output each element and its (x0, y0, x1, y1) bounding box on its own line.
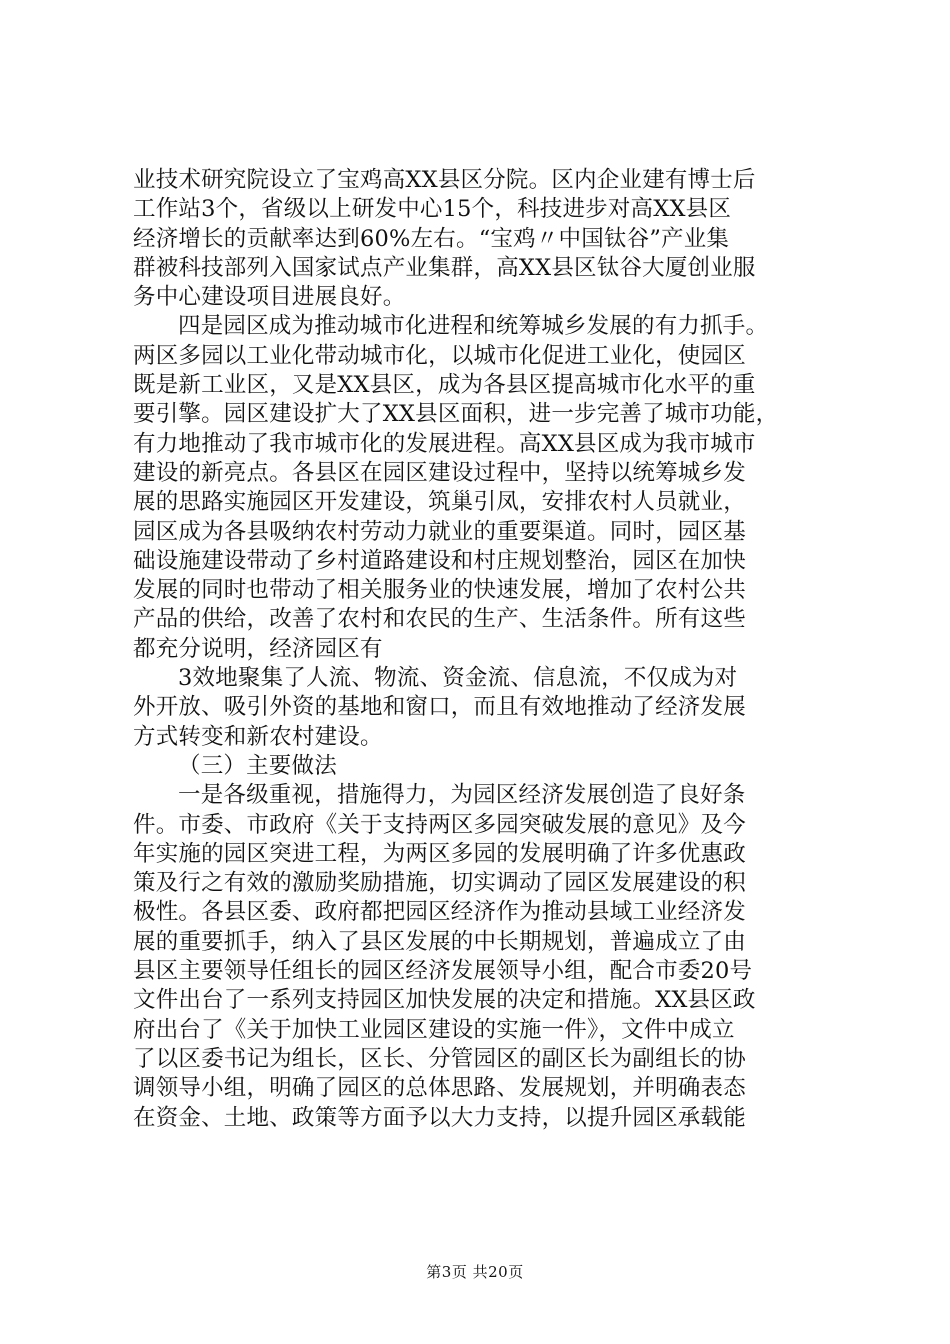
text-line: 极性。各县区委、政府都把园区经济作为推动县域工业经济发 (133, 899, 746, 926)
text-line: 展的重要抓手，纳入了县区发展的中长期规划，普遍成立了由 (133, 928, 746, 955)
body-text (133, 166, 833, 1133)
text-line: 产品的供给，改善了农村和农民的生产、生活条件。所有这些 (133, 606, 746, 633)
text-line: 既是新工业区，又是XX县区，成为各县区提高城市化水平的重 (133, 372, 756, 399)
text-line: 础设施建设带动了乡村道路建设和村庄规划整治，园区在加快 (133, 547, 746, 574)
text-line: 一是各级重视，措施得力，为园区经济发展创造了良好条 (178, 782, 746, 809)
text-line: 经济增长的贡献率达到60%左右。“宝鸡〃中国钛谷”产业集 (133, 225, 730, 252)
text-line: 策及行之有效的激励奖励措施，切实调动了园区发展建设的积 (133, 870, 746, 897)
text-line: 在资金、土地、政策等方面予以大力支持，以提升园区承载能 (133, 1104, 746, 1131)
text-line: 园区成为各县吸纳农村劳动力就业的重要渠道。同时，园区基 (133, 518, 746, 545)
text-line: 群被科技部列入国家试点产业集群，高XX县区钛谷大厦创业服 (133, 254, 756, 281)
text-line: 展的思路实施园区开发建设，筑巢引凤，安排农村人员就业， (133, 489, 746, 516)
text-line: 工作站3个，省级以上研发中心15个，科技进步对高XX县区 (133, 196, 732, 223)
text-line: 有力地推动了我市城市化的发展进程。高XX县区成为我市城市 (133, 430, 756, 457)
text-line: 调领导小组，明确了园区的总体思路、发展规划，并明确表态 (133, 1075, 746, 1102)
text-line: 县区主要领导任组长的园区经济发展领导小组，配合市委20号 (133, 958, 753, 985)
text-line: 文件出台了一系列支持园区加快发展的决定和措施。XX县区政 (133, 987, 756, 1014)
page-footer: 第3页 共20页 (426, 1263, 524, 1281)
text-line: 务中心建设项目进展良好。 (133, 284, 406, 311)
text-line: 业技术研究院设立了宝鸡高XX县区分院。区内企业建有博士后 (133, 167, 756, 193)
text-line: 3效地聚集了人流、物流、资金流、信息流，不仅成为对 (178, 665, 738, 692)
text-line: 要引擎。园区建设扩大了XX县区面积，进一步完善了城市功能， (133, 401, 779, 428)
text-line: 外开放、吸引外资的基地和窗口，而且有效地推动了经济发展 (133, 694, 746, 721)
text-line: 发展的同时也带动了相关服务业的快速发展，增加了农村公共 (133, 577, 746, 604)
text-line: 件。市委、市政府《关于支持两区多园突破发展的意见》及今 (133, 811, 746, 838)
text-line: 建设的新亮点。各县区在园区建设过程中，坚持以统筹城乡发 (133, 459, 746, 486)
text-line: 方式转变和新农村建设。 (133, 723, 383, 750)
text-line: 四是园区成为推动城市化进程和统筹城乡发展的有力抓手。 (178, 313, 769, 340)
text-line: 年实施的园区突进工程，为两区多园的发展明确了许多优惠政 (133, 840, 746, 867)
text-line: （三）主要做法 (178, 752, 337, 779)
text-line: 了以区委书记为组长，区长、分管园区的副区长为副组长的协 (133, 1045, 746, 1072)
text-line: 都充分说明，经济园区有 (133, 635, 383, 662)
text-line: 府出台了《关于加快工业园区建设的实施一件》，文件中成立 (133, 1016, 735, 1043)
text-line: 两区多园以工业化带动城市化，以城市化促进工业化，使园区 (133, 342, 746, 369)
